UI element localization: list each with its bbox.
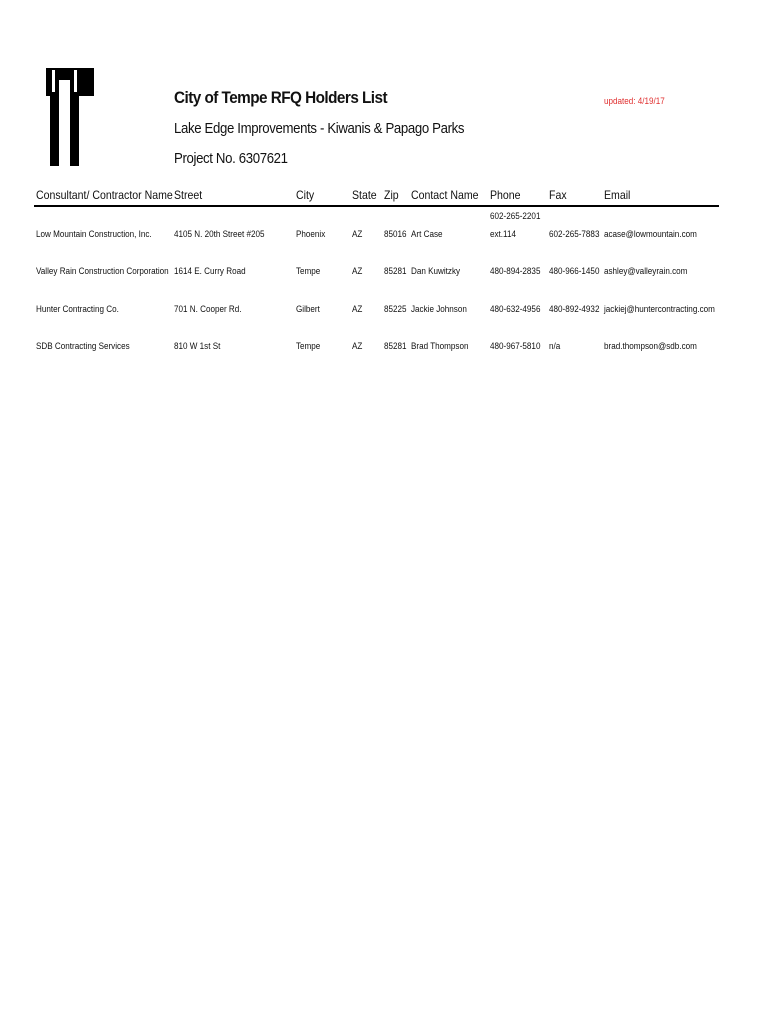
city-of-tempe-logo (44, 66, 96, 168)
table-cell-name: Hunter Contracting Co. (36, 304, 119, 314)
table-cell-name: Valley Rain Construction Corporation (36, 266, 169, 276)
table-cell-zip: 85281 (384, 266, 407, 276)
column-header-name: Consultant/ Contractor Name (36, 188, 173, 202)
table-cell-fax: n/a (549, 341, 561, 351)
column-header-fax: Fax (549, 188, 567, 202)
column-header-zip: Zip (384, 188, 399, 202)
table-cell-street: 701 N. Cooper Rd. (174, 304, 242, 314)
table-cell-email: brad.thompson@sdb.com (604, 341, 697, 351)
table-cell-email: jackiej@huntercontracting.com (604, 304, 715, 314)
table-cell-zip: 85225 (384, 304, 407, 314)
column-header-city: City (296, 188, 315, 202)
table-cell-fax: 480-892-4932 (549, 304, 600, 314)
table-cell-fax: 480-966-1450 (549, 266, 600, 276)
table-cell-contact: Brad Thompson (411, 341, 469, 351)
table-cell-street: 810 W 1st St (174, 341, 221, 351)
column-header-state: State (352, 188, 377, 202)
table-cell-city: Gilbert (296, 304, 320, 314)
table-cell-contact: Art Case (411, 229, 443, 239)
updated-date: updated: 4/19/17 (604, 96, 665, 106)
table-cell-phone: 480-894-2835 (490, 266, 541, 276)
table-cell-phone: 480-632-4956 (490, 304, 541, 314)
table-cell-email: ashley@valleyrain.com (604, 266, 688, 276)
table-cell-city: Phoenix (296, 229, 326, 239)
column-header-street: Street (174, 188, 203, 202)
table-cell-phone: 480-967-5810 (490, 341, 541, 351)
column-header-contact: Contact Name (411, 188, 479, 202)
table-cell-state: AZ (352, 304, 363, 314)
table-cell-email: acase@lowmountain.com (604, 229, 697, 239)
table-cell-city: Tempe (296, 341, 321, 351)
table-cell-street: 1614 E. Curry Road (174, 266, 246, 276)
project-number: Project No. 6307621 (174, 150, 288, 167)
table-cell-state: AZ (352, 266, 363, 276)
header-divider (34, 205, 719, 207)
column-header-email: Email (604, 188, 631, 202)
table-cell-street: 4105 N. 20th Street #205 (174, 229, 265, 239)
table-cell-name: SDB Contracting Services (36, 341, 130, 351)
column-header-phone: Phone (490, 188, 521, 202)
table-cell-zip: 85281 (384, 341, 407, 351)
table-cell-city: Tempe (296, 266, 321, 276)
table-cell-phone-ext: ext.114 (490, 229, 516, 239)
table-cell-contact: Jackie Johnson (411, 304, 467, 314)
table-cell-state: AZ (352, 229, 363, 239)
project-subtitle: Lake Edge Improvements - Kiwanis & Papago Parks (174, 120, 465, 137)
table-cell-phone: 602-265-2201 (490, 211, 541, 221)
table-cell-zip: 85016 (384, 229, 407, 239)
table-cell-fax: 602-265-7883 (549, 229, 600, 239)
page-title: City of Tempe RFQ Holders List (174, 88, 388, 107)
table-cell-name: Low Mountain Construction, Inc. (36, 229, 152, 239)
table-cell-contact: Dan Kuwitzky (411, 266, 461, 276)
table-cell-state: AZ (352, 341, 363, 351)
